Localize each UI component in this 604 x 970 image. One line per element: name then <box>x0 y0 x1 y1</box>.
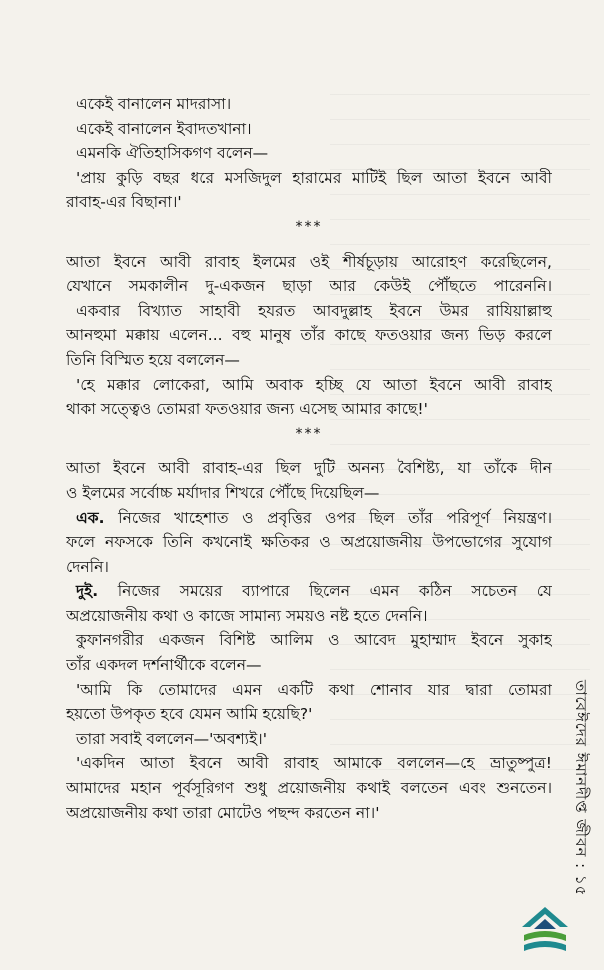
point-one-label: এক. <box>76 508 105 527</box>
text-line: থাকা সত্ত্বেও তোমরা ফতওয়ার জন্য এসেছ আমার কাছে!' <box>66 400 428 419</box>
section-separator: *** <box>295 425 323 442</box>
logo-wave-bottom <box>524 941 566 951</box>
text-line: 'হে মক্কার লোকেরা, আমি অবাক হচ্ছি যে আতা ইবনে আবী রাবাহ <box>76 375 552 394</box>
text-line: এমনকি ঐতিহাসিকগণ বলেন— <box>76 144 269 163</box>
text-line: কুফানগরীর একজন বিশিষ্ট আলিম ও আবেদ মুহাম্মাদ ইবনে সুকাহ <box>76 631 552 650</box>
publisher-logo-icon <box>520 905 570 960</box>
text-line: ফলে নফসকে তিনি কখনোই ক্ষতিকর ও অপ্রয়োজনীয় উপভোগের সুযোগ <box>66 533 552 552</box>
text-line: আতা ইবনে আবী রাবাহ ইলমের ওই শীর্ষচূড়ায় আরোহণ করেছিলেন, <box>66 252 552 271</box>
section-separator: *** <box>295 218 323 235</box>
text-line: ও ইলমের সর্বোচ্চ মর্যাদার শিখরে পৌঁছে দিয়েছিল— <box>66 483 380 502</box>
text-line <box>66 506 552 531</box>
text-line: দেননি। <box>66 557 109 576</box>
text-line: রাবাহ-এর বিছানা।' <box>66 193 182 212</box>
text-line: 'আমি কি তোমাদের এমন একটি কথা শোনাব যার দ্বারা তোমরা <box>76 680 552 699</box>
text-line: একবার বিখ্যাত সাহাবী হযরত আবদুল্লাহ ইবনে উমর রাযিয়াল্লাহু <box>76 301 552 320</box>
point-one-text: নিজের খাহেশাত ও প্রবৃত্তির ওপর ছিল তাঁর পরিপূর্ণ নিয়ন্ত্রণ। <box>104 508 552 527</box>
text-line: 'প্রায় কুড়ি বছর ধরে মসজিদুল হারামের মাটিই ছিল আতা ইবনে আবী <box>76 168 552 187</box>
point-two-label: দুই. <box>76 582 99 601</box>
text-line: যেখানে সমকালীন দু-একজন ছাড়া আর কেউই পৌঁছতে পারেননি। <box>66 277 552 296</box>
text-line: একেই বানালেন মাদরাসা। <box>76 95 232 113</box>
text-line: একেই বানালেন ইবাদতখানা। <box>76 119 252 138</box>
logo-wave-top <box>524 931 566 941</box>
body-text <box>66 92 552 825</box>
text-line: অপ্রয়োজনীয় কথা ও কাজে সামান্য সময়ও নষ্ট হতে দেননি। <box>66 606 428 625</box>
text-line: আতা ইবনে আবী রাবাহ-এর ছিল দুটি অনন্য বৈশিষ্ট্য, যা তাঁকে দীন <box>66 459 552 478</box>
text-line <box>66 579 552 604</box>
text-line: হয়তো উপকৃত হবে যেমন আমি হয়েছি?' <box>66 705 313 724</box>
text-line: তারা সবাই বললেন—'অবশ্যই।' <box>76 729 267 748</box>
text-line: 'একদিন আতা ইবনে আবী রাবাহ আমাকে বললেন—হে ভ্রাতুষ্পুত্র! <box>76 754 552 773</box>
text-line: আমাদের মহান পূর্বসূরিগণ শুধু প্রয়োজনীয় কথাই বলতেন এবং শুনতেন। <box>66 779 552 798</box>
text-line: তাঁর একদল দর্শনার্থীকে বলেন— <box>66 656 262 675</box>
running-header-page-number: তাবেঈদের ঈমানদীপ্ত জীবন : ১৫ <box>572 680 590 897</box>
point-two-text: নিজের সময়ের ব্যাপারে ছিলেন এমন কঠিন সচেতন যে <box>98 582 552 601</box>
text-line: আনহুমা মক্কায় এলেন... বহু মানুষ তাঁর কাছে ফতওয়ার জন্য ভিড় করলে <box>66 326 552 345</box>
text-line: অপ্রয়োজনীয় কথা তারা মোটেও পছন্দ করতেন না।' <box>66 803 380 822</box>
text-line: তিনি বিস্মিত হয়ে বললেন— <box>66 350 240 369</box>
